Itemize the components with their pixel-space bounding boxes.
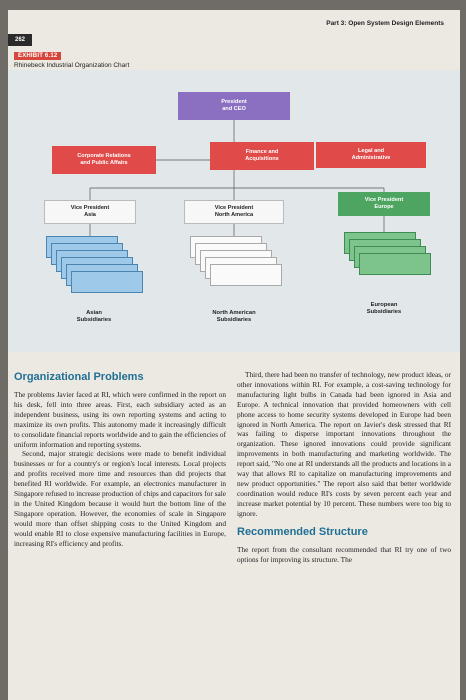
recommended-structure-heading: Recommended Structure bbox=[237, 525, 368, 538]
president-ceo-box bbox=[178, 92, 290, 120]
vp-asia-line1: Vice President bbox=[70, 205, 110, 211]
right-column bbox=[237, 370, 451, 564]
paragraph: The problems Javier faced at RI, which were confirmed in the report on his desk, fell into three areas. First, each subsidiary acted as an independent business, using its own reporting systems and acting to maximize its own profits. This autonomy made it increasingly difficult to consolidate financial reports worldwide and to gain the efficiencies of uniform information and reporting systems. bbox=[14, 390, 226, 449]
legal-line2: Administrative bbox=[351, 155, 391, 161]
paragraph: The report from the consultant recommended that RI try one of two options for improving its structure. The bbox=[237, 544, 451, 564]
asian-subsidiaries-label bbox=[54, 310, 134, 324]
president-line1: President bbox=[221, 99, 247, 105]
europe-line2: Subsidiaries bbox=[366, 309, 402, 315]
finance-line1: Finance and bbox=[245, 149, 279, 155]
vp-europe-box bbox=[338, 192, 430, 216]
corporate-relations-box bbox=[52, 146, 156, 174]
finance-line2: Acquisitions bbox=[245, 156, 279, 162]
vp-na-line2: North America bbox=[214, 212, 254, 218]
organizational-problems-heading: Organizational Problems bbox=[14, 371, 144, 383]
na-line1: North American bbox=[212, 310, 256, 316]
textbook-page bbox=[8, 10, 460, 700]
european-subsidiaries-label bbox=[344, 302, 424, 316]
european-subsidiaries-stack bbox=[344, 232, 444, 292]
paragraph: Third, there had been no transfer of technology, new product ideas, or other innovations within RI. For example, a cost-saving technology for manufacturing light bulbs in Canada had been ignored in Asia and Europe. A technical innovation that provided homeowners with cell phone access to home security systems developed in Europe had been ignored in North America. The report on Javier's desk stressed that RI was failing to disperse important innovations throughout the organization. These ignored innovations could provide significant improvements in both manufacturing and marketing worldwide. The report said, "No one at RI understands all the products and locations in a way that allows RI to capitalize on manufacturing improvements and new product opportunities." The report also said that better worldwide coordination would reduce RI's costs by seven percent each year and increase market potential by 10 percent. These numbers were too big to ignore. bbox=[237, 370, 451, 518]
corporate-relations-line2: and Public Affairs bbox=[80, 160, 128, 166]
legal-line1: Legal and bbox=[357, 148, 385, 154]
na-line2: Subsidiaries bbox=[216, 317, 252, 323]
vp-asia-line2: Asia bbox=[84, 212, 96, 218]
vp-na-line1: Vice President bbox=[214, 205, 254, 211]
north-american-subsidiaries-label bbox=[194, 310, 274, 324]
exhibit-label: EXHIBIT 6.12 bbox=[14, 52, 61, 60]
north-american-subsidiaries-stack bbox=[190, 236, 290, 306]
page-number: 262 bbox=[8, 34, 32, 46]
subsidiary-sheet bbox=[71, 271, 143, 293]
paragraph: Second, major strategic decisions were made to benefit individual businesses or for a country's or region's local interests. Local projects and profits received more time and resources than did projects that benefited RI worldwide. For example, an electronics manufacturer in Singapore refused to increase production of chips and capacitors for sale in the United Kingdom because it would hurt the bottom line of the Singapore operation. However, the economies of scale in Singapore would more than offset shipping costs to the United Kingdom and would enable RI to close expensive manufacturing facilities in Europe, increasing RI's efficiency and profits. bbox=[14, 449, 226, 548]
vp-europe-line1: Vice President bbox=[364, 197, 404, 203]
asian-line2: Subsidiaries bbox=[76, 317, 112, 323]
finance-acquisitions-box bbox=[210, 142, 314, 170]
subsidiary-sheet bbox=[210, 264, 282, 286]
asian-line1: Asian bbox=[86, 310, 102, 316]
org-chart bbox=[8, 70, 460, 352]
europe-line1: European bbox=[370, 302, 398, 308]
left-column bbox=[14, 370, 226, 549]
president-line2: and CEO bbox=[222, 106, 246, 112]
legal-administrative-box bbox=[316, 142, 426, 168]
vp-north-america-box bbox=[184, 200, 284, 224]
vp-europe-line2: Europe bbox=[374, 204, 394, 210]
vp-asia-box bbox=[44, 200, 136, 224]
asian-subsidiaries-stack bbox=[46, 236, 146, 306]
running-head: Part 3: Open System Design Elements bbox=[326, 20, 444, 27]
corporate-relations-line1: Corporate Relations bbox=[77, 153, 131, 159]
subsidiary-sheet bbox=[359, 253, 431, 275]
exhibit-title: Rhinebeck Industrial Organization Chart bbox=[14, 62, 130, 69]
